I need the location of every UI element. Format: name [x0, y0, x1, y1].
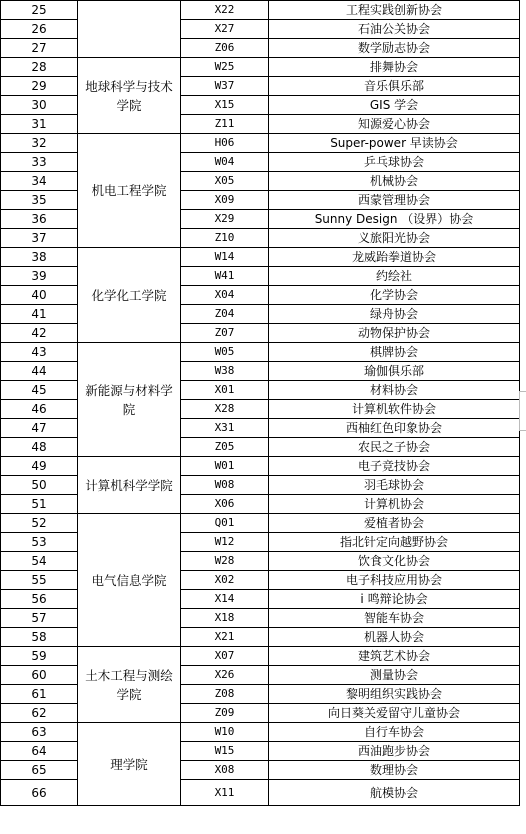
- row-number: 36: [1, 210, 78, 229]
- table-row: [1, 457, 520, 476]
- table-row: [1, 723, 520, 742]
- club-code: W41: [181, 267, 269, 286]
- club-name: 建筑艺术协会: [269, 647, 520, 666]
- row-number: 55: [1, 571, 78, 590]
- club-name: Super-power 早读协会: [269, 134, 520, 153]
- page-edge-mark: [519, 391, 526, 431]
- row-number: 54: [1, 552, 78, 571]
- club-code: X01: [181, 381, 269, 400]
- row-number: 48: [1, 438, 78, 457]
- club-code: W08: [181, 476, 269, 495]
- club-code: H06: [181, 134, 269, 153]
- row-number: 40: [1, 286, 78, 305]
- club-code: Z05: [181, 438, 269, 457]
- club-name: 西柚红色印象协会: [269, 419, 520, 438]
- college-name: 新能源与材料学院: [78, 343, 181, 457]
- row-number: 49: [1, 457, 78, 476]
- club-code: W05: [181, 343, 269, 362]
- club-code: Z04: [181, 305, 269, 324]
- club-name: 数理协会: [269, 761, 520, 780]
- college-name: [78, 1, 181, 58]
- club-name: 动物保护协会: [269, 324, 520, 343]
- row-number: 50: [1, 476, 78, 495]
- club-code: W04: [181, 153, 269, 172]
- club-name: 义旅阳光协会: [269, 229, 520, 248]
- row-number: 59: [1, 647, 78, 666]
- row-number: 51: [1, 495, 78, 514]
- row-number: 66: [1, 780, 78, 806]
- club-name: 黎明组织实践协会: [269, 685, 520, 704]
- club-code: W01: [181, 457, 269, 476]
- row-number: 34: [1, 172, 78, 191]
- row-number: 62: [1, 704, 78, 723]
- club-table-body: [1, 1, 520, 806]
- club-name: 向日葵关爱留守儿童协会: [269, 704, 520, 723]
- row-number: 64: [1, 742, 78, 761]
- row-number: 57: [1, 609, 78, 628]
- table-row: [1, 58, 520, 77]
- club-name: 数学励志协会: [269, 39, 520, 58]
- college-name: 理学院: [78, 723, 181, 806]
- club-code: W12: [181, 533, 269, 552]
- row-number: 63: [1, 723, 78, 742]
- club-code: X26: [181, 666, 269, 685]
- club-name: 饮食文化协会: [269, 552, 520, 571]
- club-name: 棋牌协会: [269, 343, 520, 362]
- row-number: 41: [1, 305, 78, 324]
- club-code: Z06: [181, 39, 269, 58]
- club-code: X22: [181, 1, 269, 20]
- club-name: 羽毛球协会: [269, 476, 520, 495]
- club-name: 瑜伽俱乐部: [269, 362, 520, 381]
- club-name: 电子科技应用协会: [269, 571, 520, 590]
- club-code: X05: [181, 172, 269, 191]
- row-number: 43: [1, 343, 78, 362]
- row-number: 45: [1, 381, 78, 400]
- club-code: W10: [181, 723, 269, 742]
- club-name: 知源爱心协会: [269, 115, 520, 134]
- club-code: W15: [181, 742, 269, 761]
- row-number: 58: [1, 628, 78, 647]
- club-name: 乒乓球协会: [269, 153, 520, 172]
- club-code: W25: [181, 58, 269, 77]
- row-number: 29: [1, 77, 78, 96]
- club-name: 机器人协会: [269, 628, 520, 647]
- club-name: 排舞协会: [269, 58, 520, 77]
- club-name: 农民之子协会: [269, 438, 520, 457]
- club-name: 机械协会: [269, 172, 520, 191]
- club-code: X21: [181, 628, 269, 647]
- row-number: 25: [1, 1, 78, 20]
- college-name: 机电工程学院: [78, 134, 181, 248]
- row-number: 52: [1, 514, 78, 533]
- table-row: [1, 134, 520, 153]
- club-name: 指北针定向越野协会: [269, 533, 520, 552]
- row-number: 42: [1, 324, 78, 343]
- club-name: 智能车协会: [269, 609, 520, 628]
- college-name: 化学化工学院: [78, 248, 181, 343]
- club-code: W37: [181, 77, 269, 96]
- club-code: X07: [181, 647, 269, 666]
- club-name: Sunny Design （设界）协会: [269, 210, 520, 229]
- club-code: X02: [181, 571, 269, 590]
- club-name: 约绘社: [269, 267, 520, 286]
- club-code: Z07: [181, 324, 269, 343]
- college-name: 地球科学与技术学院: [78, 58, 181, 134]
- row-number: 30: [1, 96, 78, 115]
- club-name: 西油跑步协会: [269, 742, 520, 761]
- club-code: X09: [181, 191, 269, 210]
- table-row: [1, 647, 520, 666]
- club-code: X04: [181, 286, 269, 305]
- row-number: 65: [1, 761, 78, 780]
- club-name: 计算机协会: [269, 495, 520, 514]
- club-code: X18: [181, 609, 269, 628]
- row-number: 27: [1, 39, 78, 58]
- club-code: W28: [181, 552, 269, 571]
- college-name: 土木工程与测绘学院: [78, 647, 181, 723]
- club-code: X11: [181, 780, 269, 806]
- club-name: 自行车协会: [269, 723, 520, 742]
- club-name: 计算机软件协会: [269, 400, 520, 419]
- club-name: GIS 学会: [269, 96, 520, 115]
- club-code: X29: [181, 210, 269, 229]
- club-code: X31: [181, 419, 269, 438]
- club-code: X06: [181, 495, 269, 514]
- club-name: 龙威跆拳道协会: [269, 248, 520, 267]
- row-number: 37: [1, 229, 78, 248]
- club-name: 绿舟协会: [269, 305, 520, 324]
- row-number: 33: [1, 153, 78, 172]
- row-number: 39: [1, 267, 78, 286]
- table-row: [1, 343, 520, 362]
- club-code: X08: [181, 761, 269, 780]
- club-code: W38: [181, 362, 269, 381]
- row-number: 53: [1, 533, 78, 552]
- row-number: 31: [1, 115, 78, 134]
- row-number: 38: [1, 248, 78, 267]
- club-name: 石油公关协会: [269, 20, 520, 39]
- row-number: 47: [1, 419, 78, 438]
- club-name: 音乐俱乐部: [269, 77, 520, 96]
- club-name: 测量协会: [269, 666, 520, 685]
- club-name: 电子竞技协会: [269, 457, 520, 476]
- club-name: i 鸣辩论协会: [269, 590, 520, 609]
- row-number: 60: [1, 666, 78, 685]
- club-name: 化学协会: [269, 286, 520, 305]
- club-code: X27: [181, 20, 269, 39]
- table-row: [1, 1, 520, 20]
- table-row: [1, 248, 520, 267]
- club-name: 爱植者协会: [269, 514, 520, 533]
- club-code: Q01: [181, 514, 269, 533]
- row-number: 32: [1, 134, 78, 153]
- college-name: 电气信息学院: [78, 514, 181, 647]
- club-code: Z09: [181, 704, 269, 723]
- row-number: 28: [1, 58, 78, 77]
- row-number: 46: [1, 400, 78, 419]
- club-name: 材料协会: [269, 381, 520, 400]
- club-code: X14: [181, 590, 269, 609]
- row-number: 35: [1, 191, 78, 210]
- row-number: 61: [1, 685, 78, 704]
- club-code: Z08: [181, 685, 269, 704]
- row-number: 44: [1, 362, 78, 381]
- table-row: [1, 514, 520, 533]
- club-code: Z11: [181, 115, 269, 134]
- club-code: W14: [181, 248, 269, 267]
- club-name: 西蒙管理协会: [269, 191, 520, 210]
- college-name: 计算机科学学院: [78, 457, 181, 514]
- club-code: X15: [181, 96, 269, 115]
- row-number: 56: [1, 590, 78, 609]
- row-number: 26: [1, 20, 78, 39]
- club-code: Z10: [181, 229, 269, 248]
- club-name: 工程实践创新协会: [269, 1, 520, 20]
- club-name: 航模协会: [269, 780, 520, 806]
- club-code: X28: [181, 400, 269, 419]
